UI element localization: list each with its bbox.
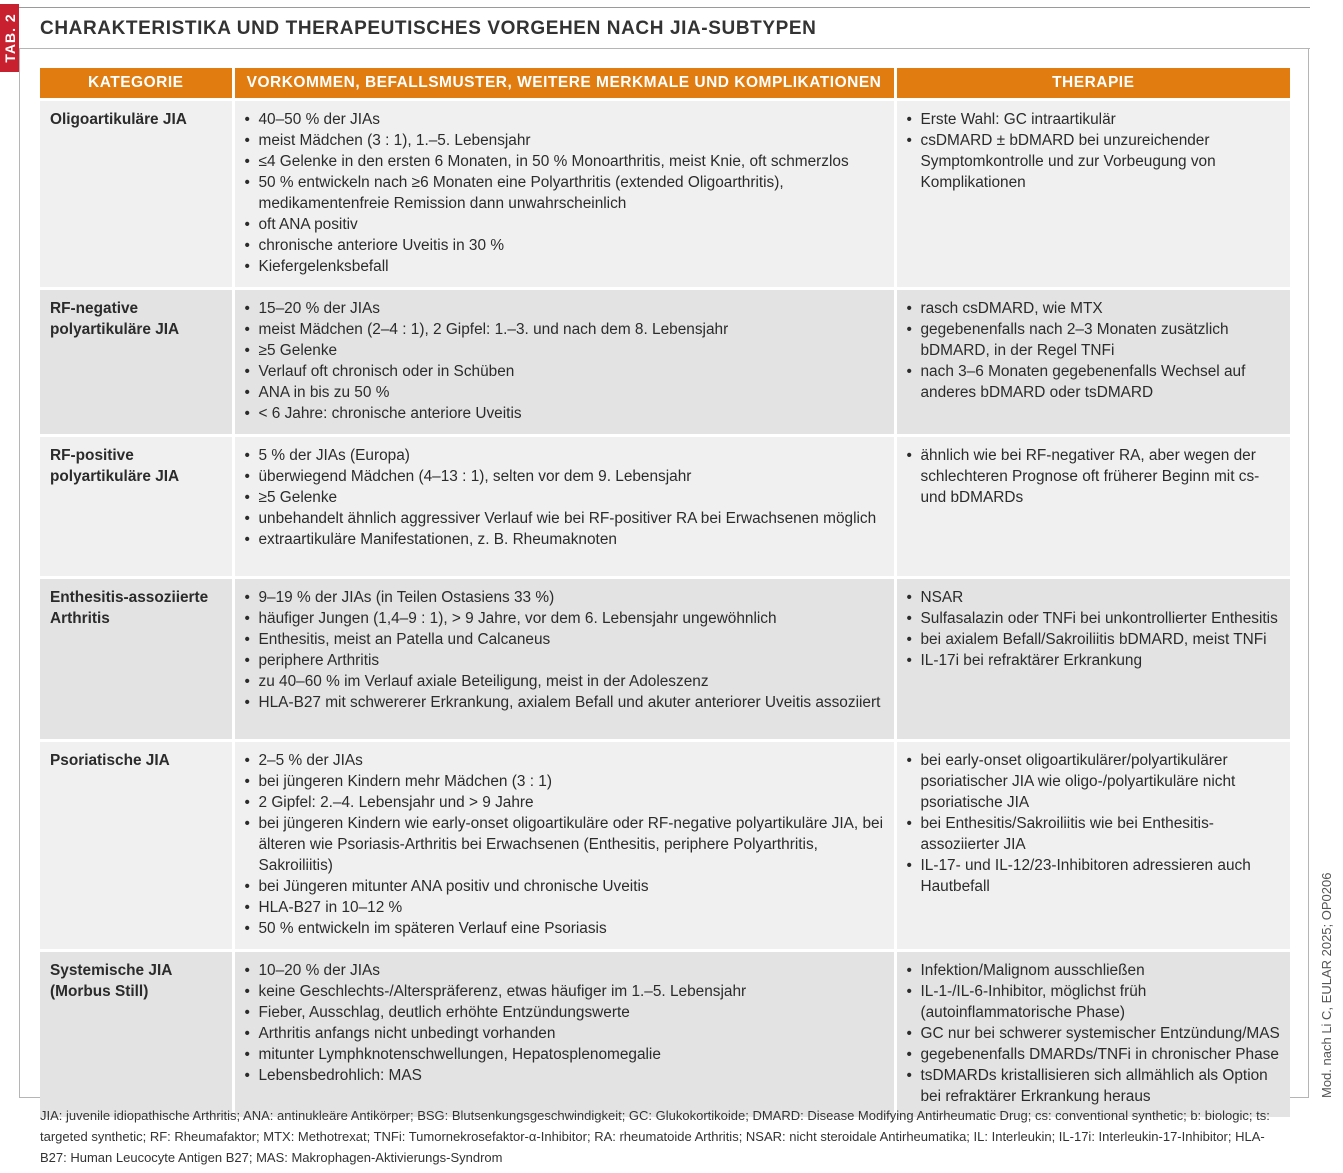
list-item: • periphere Arthritis [245,650,884,671]
list-item: • 5 % der JIAs (Europa) [245,445,884,466]
list-item: • ≥5 Gelenke [245,340,884,361]
features-list [245,109,884,277]
category-cell: RF-positive polyartikuläre JIA [40,436,233,578]
features-list [245,750,884,939]
list-item: • 40–50 % der JIAs [245,109,884,130]
features-list [245,445,884,550]
header-category: KATEGORIE [40,68,233,100]
list-item: • Lebensbedrohlich: MAS [245,1065,884,1086]
table-row [40,289,1290,436]
list-item: • < 6 Jahre: chronische anteriore Uveitis [245,403,884,424]
list-item: • extraartikuläre Manifestationen, z. B. Rheumaknoten [245,529,884,550]
list-item: • meist Mädchen (2–4 : 1), 2 Gipfel: 1.–3. und nach dem 8. Lebensjahr [245,319,884,340]
list-item: • Erste Wahl: GC intraartikulär [907,109,1281,130]
list-item: • ≥5 Gelenke [245,487,884,508]
list-item: • 15–20 % der JIAs [245,298,884,319]
footnote: JIA: juvenile idiopathische Arthritis; ANA: antinukleäre Antikörper; BSG: Blutsenkungsgeschwindigkeit; GC: Glukokortikoide; DMARD: Disease Modifying Antirheumatic Drug; cs: conventional synthetic; b: biologic; ts: targeted synthetic; RF: Rheumafaktor; MTX: Methotrexat; TNFi: Tumornekrosefaktor-α-Inhibitor; RA: rheumatoide Arthritis; NSAR: nicht steroidale Antirheumatika; IL: Interleukin; IL-17i: Interleukin-17-Inhibitor; HLA-B27: Human Leucocyte Antigen B27; MAS: Makrophagen-Aktivierungs-Syndrom [40,1108,1270,1165]
features-cell [233,100,895,289]
table-row [40,741,1290,951]
features-list [245,298,884,424]
header-therapy: THERAPIE [895,68,1290,100]
list-item: • 10–20 % der JIAs [245,960,884,981]
table-row [40,951,1290,1118]
jia-table [40,68,1290,1117]
list-item: • NSAR [907,587,1281,608]
list-item: • zu 40–60 % im Verlauf axiale Beteiligung, meist in der Adoleszenz [245,671,884,692]
features-cell [233,951,895,1118]
list-item: • 2 Gipfel: 2.–4. Lebensjahr und > 9 Jahre [245,792,884,813]
therapy-list [907,298,1281,403]
category-cell: RF-negative polyartikuläre JIA [40,289,233,436]
therapy-cell [895,436,1290,578]
therapy-list [907,587,1281,671]
list-item: • Infektion/Malignom ausschließen [907,960,1281,981]
list-item: • HLA-B27 in 10–12 % [245,897,884,918]
table-row [40,100,1290,289]
features-list [245,587,884,713]
table-row [40,578,1290,741]
list-item: • mitunter Lymphknotenschwellungen, Hepatosplenomegalie [245,1044,884,1065]
list-item: • csDMARD ± bDMARD bei unzureichender Symptomkontrolle und zur Vorbeugung von Komplikationen [907,130,1281,193]
therapy-cell [895,289,1290,436]
list-item: • nach 3–6 Monaten gegebenenfalls Wechsel auf anderes bDMARD oder tsDMARD [907,361,1281,403]
list-item: • Sulfasalazin oder TNFi bei unkontrollierter Enthesitis [907,608,1281,629]
list-item: • keine Geschlechts-/Alterspräferenz, etwas häufiger im 1.–5. Lebensjahr [245,981,884,1002]
list-item: • IL-1-/IL-6-Inhibitor, möglichst früh (autoinflammatorische Phase) [907,981,1281,1023]
list-item: • 2–5 % der JIAs [245,750,884,771]
list-item: • HLA-B27 mit schwererer Erkrankung, axialem Befall und akuter anteriorer Uveitis assoziiert [245,692,884,713]
features-cell [233,578,895,741]
list-item: • Verlauf oft chronisch oder in Schüben [245,361,884,382]
therapy-list [907,445,1281,508]
list-item: • überwiegend Mädchen (4–13 : 1), selten vor dem 9. Lebensjahr [245,466,884,487]
header-features: VORKOMMEN, BEFALLSMUSTER, WEITERE MERKMALE UND KOMPLIKATIONEN [233,68,895,100]
list-item: • Kiefergelenksbefall [245,256,884,277]
list-item: • häufiger Jungen (1,4–9 : 1), > 9 Jahre, vor dem 6. Lebensjahr ungewöhnlich [245,608,884,629]
list-item: • ANA in bis zu 50 % [245,382,884,403]
table-frame-top [19,48,1310,49]
features-cell [233,436,895,578]
list-item: • Arthritis anfangs nicht unbedingt vorhanden [245,1023,884,1044]
list-item: • bei Enthesitis/Sakroiliitis wie bei Enthesitis-assoziierter JIA [907,813,1281,855]
list-item: • IL-17i bei refraktärer Erkrankung [907,650,1281,671]
list-item: • bei jüngeren Kindern mehr Mädchen (3 : 1) [245,771,884,792]
table-header-row [40,68,1290,100]
therapy-list [907,750,1281,897]
tab-label [0,4,19,72]
category-cell: Psoriatische JIA [40,741,233,951]
list-item: • 50 % entwickeln im späteren Verlauf eine Psoriasis [245,918,884,939]
therapy-cell [895,578,1290,741]
features-cell [233,289,895,436]
category-cell: Systemische JIA (Morbus Still) [40,951,233,1118]
list-item: • IL-17- und IL-12/23-Inhibitoren adressieren auch Hautbefall [907,855,1281,897]
list-item: • ≤4 Gelenke in den ersten 6 Monaten, in 50 % Monoarthritis, meist Knie, oft schmerzlos [245,151,884,172]
list-item: • bei jüngeren Kindern wie early-onset oligoartikuläre oder RF-negative polyartikuläre JIA, bei älteren wie Psoriasis-Arthritis bei Erwachsenen (Enthesitis, periphere Polyarthritis, Sakroiliitis) [245,813,884,876]
source-note: Mod. nach Li C, EULAR 2025; OP0206 [1319,872,1334,1098]
therapy-cell [895,951,1290,1118]
therapy-list [907,109,1281,193]
list-item: • bei Jüngeren mitunter ANA positiv und chronische Uveitis [245,876,884,897]
list-item: • Enthesitis, meist an Patella und Calcaneus [245,629,884,650]
list-item: • oft ANA positiv [245,214,884,235]
list-item: • chronische anteriore Uveitis in 30 % [245,235,884,256]
list-item: • bei early-onset oligoartikulärer/polyartikulärer psoriatischer JIA wie oligo-/polyartikuläre nicht psoriatische JIA [907,750,1281,813]
features-list [245,960,884,1086]
top-rule [19,7,1310,8]
table-body [40,100,1290,1118]
list-item: • Fieber, Ausschlag, deutlich erhöhte Entzündungswerte [245,1002,884,1023]
list-item: • 50 % entwickeln nach ≥6 Monaten eine Polyarthritis (extended Oligoarthritis), medikamentenfreie Remission dann unwahrscheinlich [245,172,884,214]
list-item: • unbehandelt ähnlich aggressiver Verlauf wie bei RF-positiver RA bei Erwachsenen möglich [245,508,884,529]
table-row [40,436,1290,578]
list-item: • 9–19 % der JIAs (in Teilen Ostasiens 33 %) [245,587,884,608]
list-item: • gegebenenfalls DMARDs/TNFi in chronischer Phase [907,1044,1281,1065]
list-item: • meist Mädchen (3 : 1), 1.–5. Lebensjahr [245,130,884,151]
list-item: • GC nur bei schwerer systemischer Entzündung/MAS [907,1023,1281,1044]
list-item: • tsDMARDs kristallisieren sich allmählich als Option bei refraktärer Erkrankung heraus [907,1065,1281,1107]
category-cell: Enthesitis-assoziierte Arthritis [40,578,233,741]
tab-label-text: TAB. 2 [1,13,18,63]
list-item: • rasch csDMARD, wie MTX [907,298,1281,319]
therapy-cell [895,741,1290,951]
category-cell: Oligoartikuläre JIA [40,100,233,289]
features-cell [233,741,895,951]
list-item: • ähnlich wie bei RF-negativer RA, aber wegen der schlechteren Prognose oft früherer Beginn mit cs- und bDMARDs [907,445,1281,508]
list-item: • bei axialem Befall/Sakroiliitis bDMARD, meist TNFi [907,629,1281,650]
therapy-list [907,960,1281,1107]
therapy-cell [895,100,1290,289]
page-title: CHARAKTERISTIKA UND THERAPEUTISCHES VORGEHEN NACH JIA-SUBTYPEN [40,18,817,39]
list-item: • gegebenenfalls nach 2–3 Monaten zusätzlich bDMARD, in der Regel TNFi [907,319,1281,361]
